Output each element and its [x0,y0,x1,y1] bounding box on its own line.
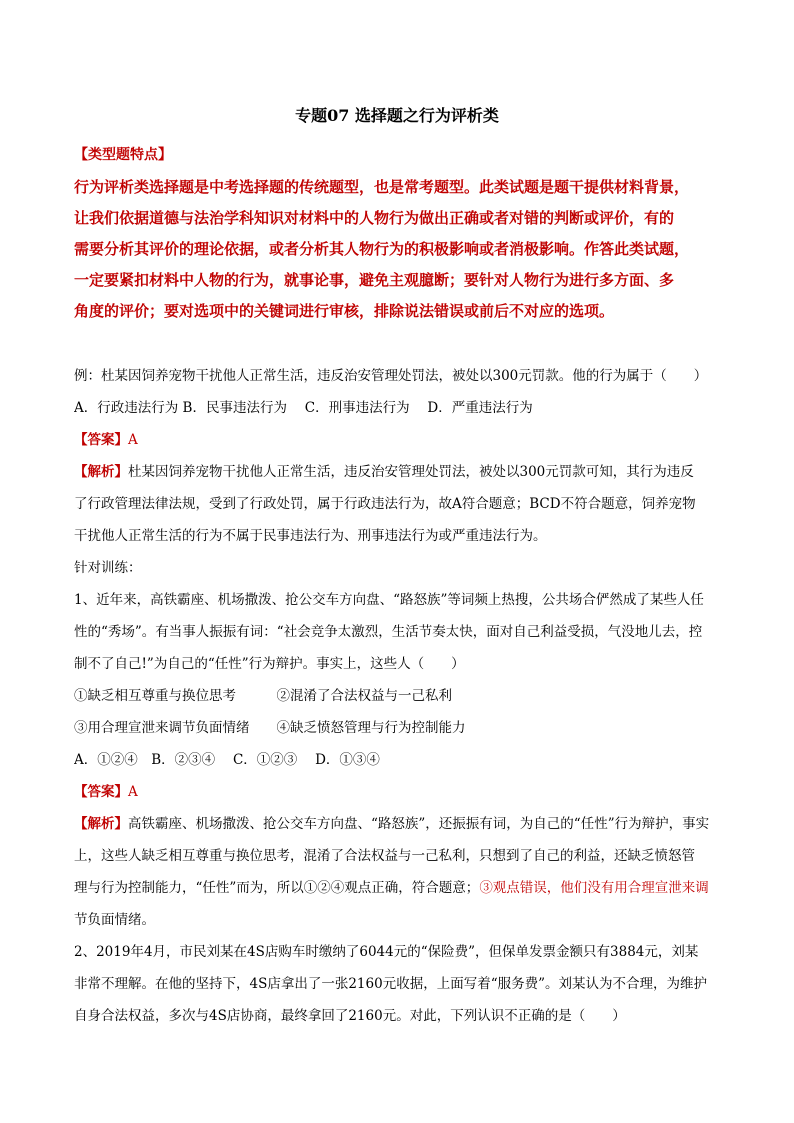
q1-analysis-line [74,872,734,904]
example-question: 例：杜某因饲养宠物干扰他人正常生活，违反治安管理处罚法，被处以300元罚款。他的行为属于（ ） [74,368,708,384]
feature-line: 需要分析其评价的理论依据，或者分析其人物行为的积极影响或者消极影响。作答此类试题， [74,240,690,258]
feature-line: 一定要紧扣材料中人物的行为，就事论事，避免主观臆断；要针对人物行为进行多方面、多 [74,271,675,289]
analysis-text: 理与行为控制能力，“任性”而为，所以①②④观点正确，符合题意； [74,880,480,896]
example-analysis-line: 干扰他人正常生活的行为不属于民事违法行为、刑事违法行为或严重违法行为。 [74,528,547,544]
example-analysis-line: 了行政管理法律法规，受到了行政处罚，属于行政违法行为，故A符合题意；BCD不符合题意，饲养宠物 [74,496,696,512]
answer-tag: 【答案】 [74,784,128,800]
q1-analysis-line: 节负面情绪。 [74,912,155,928]
q1-choice-row: ③用合理宣泄来调节负面情绪 ④缺乏愤怒管理与行为控制能力 [74,720,466,736]
analysis-text: 高铁霸座、机场撒泼、抢公交车方向盘、“路怒族”，还振振有词，为自己的“任性”行为辩护，事实 [128,816,710,832]
answer-value: A [128,784,138,800]
analysis-tag: 【解析】 [74,816,128,832]
q2-stem-line: 2、2019年4月，市民刘某在4S店购车时缴纳了6044元的“保险费”，但保单发票金额只有3884元，刘某 [74,944,699,960]
feature-line: 角度的评价；要对选项中的关键词进行审核，排除说法错误或前后不对应的选项。 [74,302,615,320]
q1-analysis-line [74,808,734,840]
answer-value: A [128,432,138,448]
feature-paragraph [74,172,724,327]
answer-tag: 【答案】 [74,432,128,448]
analysis-tag: 【解析】 [74,464,128,480]
analysis-text: 杜某因饲养宠物干扰他人正常生活，违反治安管理处罚法，被处以300元罚款可知，其行为违反 [128,464,694,480]
q1-stem-line: 制不了自己!”为自己的“任性”行为辩护。事实上，这些人（ ） [74,656,465,672]
q1-stem-line: 1、近年来，高铁霸座、机场撒泼、抢公交车方向盘、“路怒族”等词频上热搜，公共场合俨然成了某些人任 [74,592,704,608]
feature-line: 让我们依据道德与法治学科知识对材料中的人物行为做出正确或者对错的判断或评价，有的 [74,209,675,227]
q2-stem-line: 自身合法权益，多次与4S店协商，最终拿回了2160元。对此，下列认识不正确的是（ ） [74,1008,626,1024]
q2-stem-line: 非常不理解。在他的坚持下，4S店拿出了一张2160元收据，上面写着“服务费”。刘某认为不合理，为维护 [74,976,707,992]
example-options: A．行政违法行为 B．民事违法行为 C．刑事违法行为 D．严重违法行为 [74,400,533,416]
q1-analysis-line: 上，这些人缺乏相互尊重与换位思考，混淆了合法权益与一己私利，只想到了自己的利益，还缺乏愤怒管 [74,848,695,864]
q1-answer [74,776,734,808]
training-heading: 针对训练： [74,560,142,576]
analysis-highlight: ③观点错误，他们没有用合理宣泄来调 [479,880,709,896]
q1-stem-line: 性的“秀场”。有当事人振振有词：“社会竞争太激烈，生活节奏太快，面对自己利益受损，气没地儿去，控 [74,624,703,640]
q1-options: A．①②④ B．②③④ C．①②③ D．①③④ [74,752,380,768]
example-analysis-line [74,456,734,488]
feature-line: 行为评析类选择题是中考选择题的传统题型，也是常考题型。此类试题是题干提供材料背景， [74,178,690,196]
example-answer [74,424,734,456]
q1-choice-row: ①缺乏相互尊重与换位思考 ②混淆了合法权益与一己私利 [74,688,452,704]
example-block [74,360,734,1032]
page-title: 专题07 选择题之行为评析类 [295,106,499,125]
feature-heading: 【类型题特点】 [74,147,172,163]
